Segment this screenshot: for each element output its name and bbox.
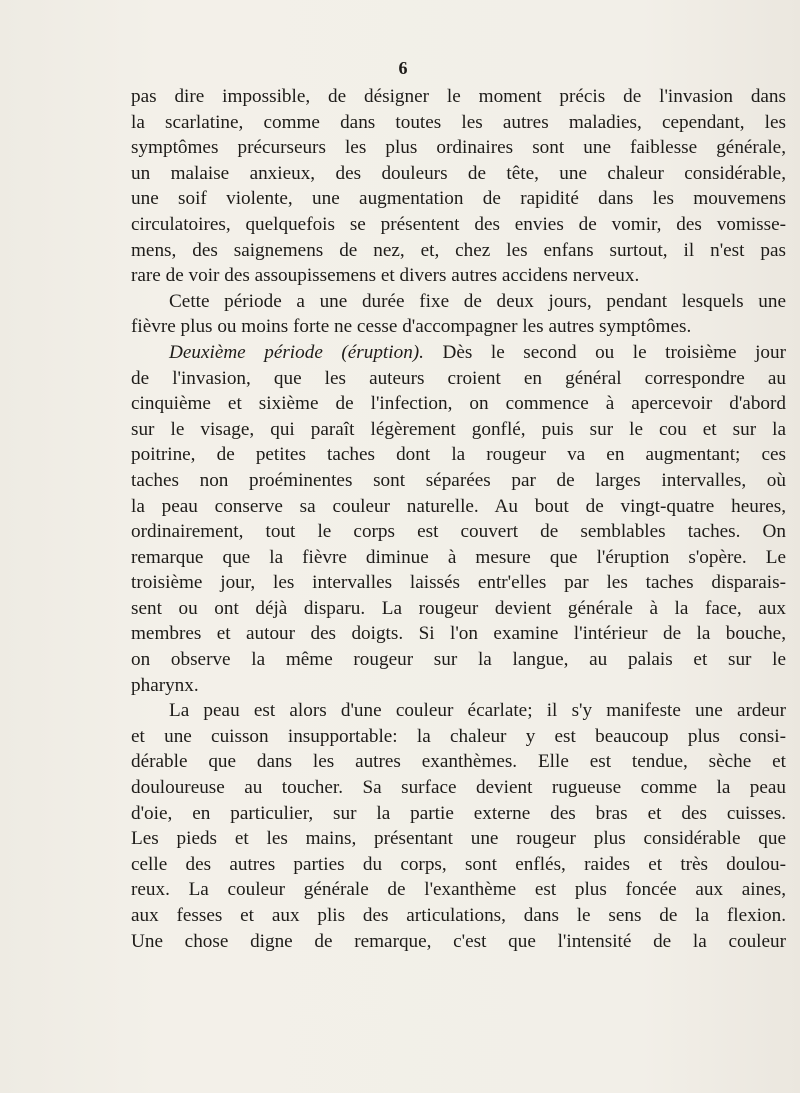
text-line: la peau conserve sa couleur naturelle. Au bout de vingt-quatre heures, <box>131 495 786 517</box>
text-line: on observe la même rougeur sur la langue, au palais et sur le <box>131 649 786 671</box>
text-line: taches non proéminentes sont séparées par de larges intervalles, où <box>131 469 786 491</box>
text-line: de l'invasion, que les auteurs croient en général correspondre au <box>131 367 786 389</box>
text-line: dérable que dans les autres exanthèmes. Elle est tendue, sèche et <box>131 751 786 773</box>
section-heading: Deuxième période (éruption). <box>169 341 424 363</box>
text-line: fièvre plus ou moins forte ne cesse d'accompagner les autres symptômes. <box>131 316 692 338</box>
text-line: sent ou ont déjà disparu. La rougeur devient générale à la face, aux <box>131 597 786 619</box>
text-line: sur le visage, qui paraît légèrement gonflé, puis sur le cou et sur la <box>131 418 786 440</box>
text-line: membres et autour des doigts. Si l'on examine l'intérieur de la bouche, <box>131 623 786 645</box>
text-run: Dès le second ou le troisième jour <box>442 341 787 363</box>
text-line: reux. La couleur générale de l'exanthème est plus foncée aux aines, <box>131 879 786 901</box>
text-line: la scarlatine, comme dans toutes les autres maladies, cependant, les <box>131 111 786 133</box>
text-line: celle des autres parties du corps, sont enflés, raides et très doulou- <box>131 853 786 875</box>
text-line: aux fesses et aux plis des articulations, dans le sens de la flexion. <box>131 905 786 926</box>
text-line: et une cuisson insupportable: la chaleur y est beaucoup plus consi- <box>131 725 786 747</box>
paragraph-start <box>131 340 786 366</box>
paragraph-start: La peau est alors d'une couleur écarlate; il s'y manifeste une ardeur <box>169 700 786 722</box>
paragraph-start: Cette période a une durée fixe de deux jours, pendant lesquels une <box>169 290 786 312</box>
text-line: symptômes précurseurs les plus ordinaires sont une faiblesse générale, <box>131 137 786 159</box>
text-line: pas dire impossible, de désigner le moment précis de l'invasion dans <box>131 86 786 107</box>
body-text <box>131 84 786 954</box>
text-line: Les pieds et les mains, présentant une rougeur plus considérable que <box>131 828 786 850</box>
text-line: douloureuse au toucher. Sa surface devient rugueuse comme la peau <box>131 777 786 799</box>
text-line: une soif violente, une augmentation de rapidité dans les mouvemens <box>131 188 786 210</box>
text-line: cinquième et sixième de l'infection, on commence à apercevoir d'abord <box>131 393 786 415</box>
page-number: 6 <box>398 58 408 78</box>
text-line: poitrine, de petites taches dont la rougeur va en augmentant; ces <box>131 444 786 466</box>
text-line: remarque que la fièvre diminue à mesure que l'éruption s'opère. Le <box>131 546 786 568</box>
text-line: un malaise anxieux, des douleurs de tête, une chaleur considérable, <box>131 162 786 184</box>
text-line: pharynx. <box>131 674 199 696</box>
text-line: circulatoires, quelquefois se présentent des envies de vomir, des vomisse- <box>131 213 786 235</box>
text-line: ordinairement, tout le corps est couvert de semblables taches. On <box>131 521 786 543</box>
text-line: mens, des saignemens de nez, et, chez les enfans surtout, il n'est pas <box>131 239 786 261</box>
text-line: Une chose digne de remarque, c'est que l'intensité de la couleur <box>131 930 786 952</box>
text-line: rare de voir des assoupissemens et divers autres accidens nerveux. <box>131 265 640 287</box>
text-line: troisième jour, les intervalles laissés entr'elles par les taches disparais- <box>131 572 786 594</box>
text-line: d'oie, en particulier, sur la partie externe des bras et des cuisses. <box>131 802 786 824</box>
